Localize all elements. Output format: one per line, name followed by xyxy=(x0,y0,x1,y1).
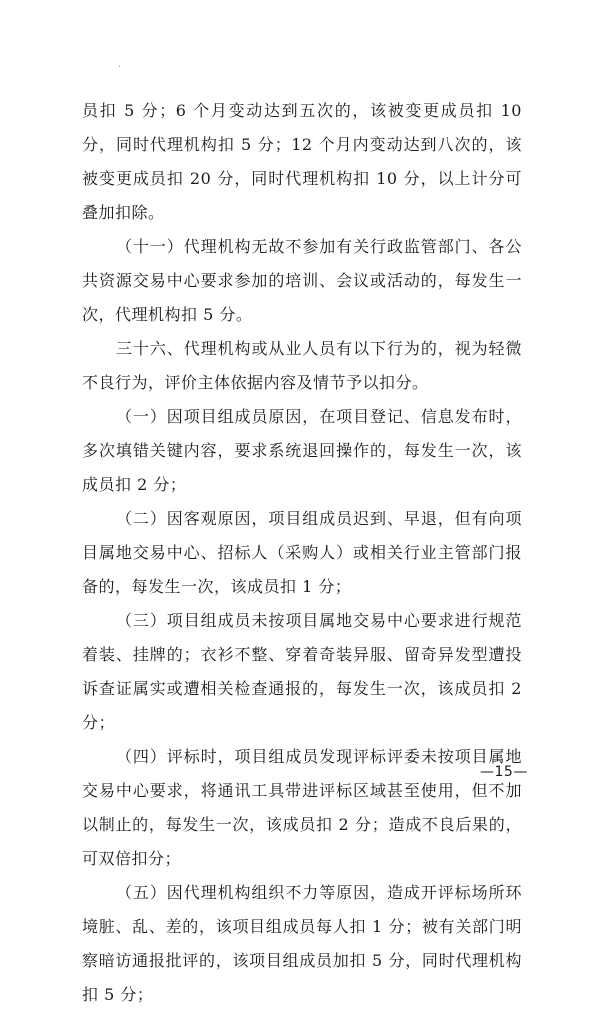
paragraph: （四）评标时，项目组成员发现评标评委未按项目属地交易中心要求，将通讯工具带进评标区域甚至使用，但不加以制止的，每发生一次，该成员扣 2 分；造成不良后果的，可双倍扣分； xyxy=(82,747,522,868)
paragraph: （一）因项目组成员原因，在项目登记、信息发布时，多次填错关键内容，要求系统退回操作的，每发生一次，该成员扣 2 分； xyxy=(82,407,522,494)
paragraph: 三十六、代理机构或从业人员有以下行为的，视为轻微不良行为，评价主体依据内容及情节予以扣分。 xyxy=(82,339,522,392)
body-text xyxy=(82,94,522,1012)
paragraph: 员扣 5 分；6 个月变动达到五次的，该被变更成员扣 10 分，同时代理机构扣 5 分；12 个月内变动达到八次的，该被变更成员扣 20 分，同时代理机构扣 10 分，以上计分可叠加扣除。 xyxy=(82,101,522,222)
page-number: —15— xyxy=(480,764,528,780)
corner-mark: · xyxy=(118,62,122,73)
paragraph: （十一）代理机构无故不参加有关行政监管部门、各公共资源交易中心要求参加的培训、会议或活动的，每发生一次，代理机构扣 5 分。 xyxy=(82,237,522,324)
paragraph: （五）因代理机构组织不力等原因，造成开评标场所环境脏、乱、差的，该项目组成员每人扣 1 分；被有关部门明察暗访通报批评的，该项目组成员加扣 5 分，同时代理机构扣 5 分； xyxy=(82,883,522,1004)
paragraph: （三）项目组成员未按项目属地交易中心要求进行规范着装、挂牌的；衣衫不整、穿着奇装异服、留奇异发型遭投诉查证属实或遭相关检查通报的，每发生一次，该成员扣 2 分； xyxy=(82,611,522,732)
paragraph: （二）因客观原因，项目组成员迟到、早退，但有向项目属地交易中心、招标人（采购人）或相关行业主管部门报备的，每发生一次，该成员扣 1 分； xyxy=(82,509,522,596)
